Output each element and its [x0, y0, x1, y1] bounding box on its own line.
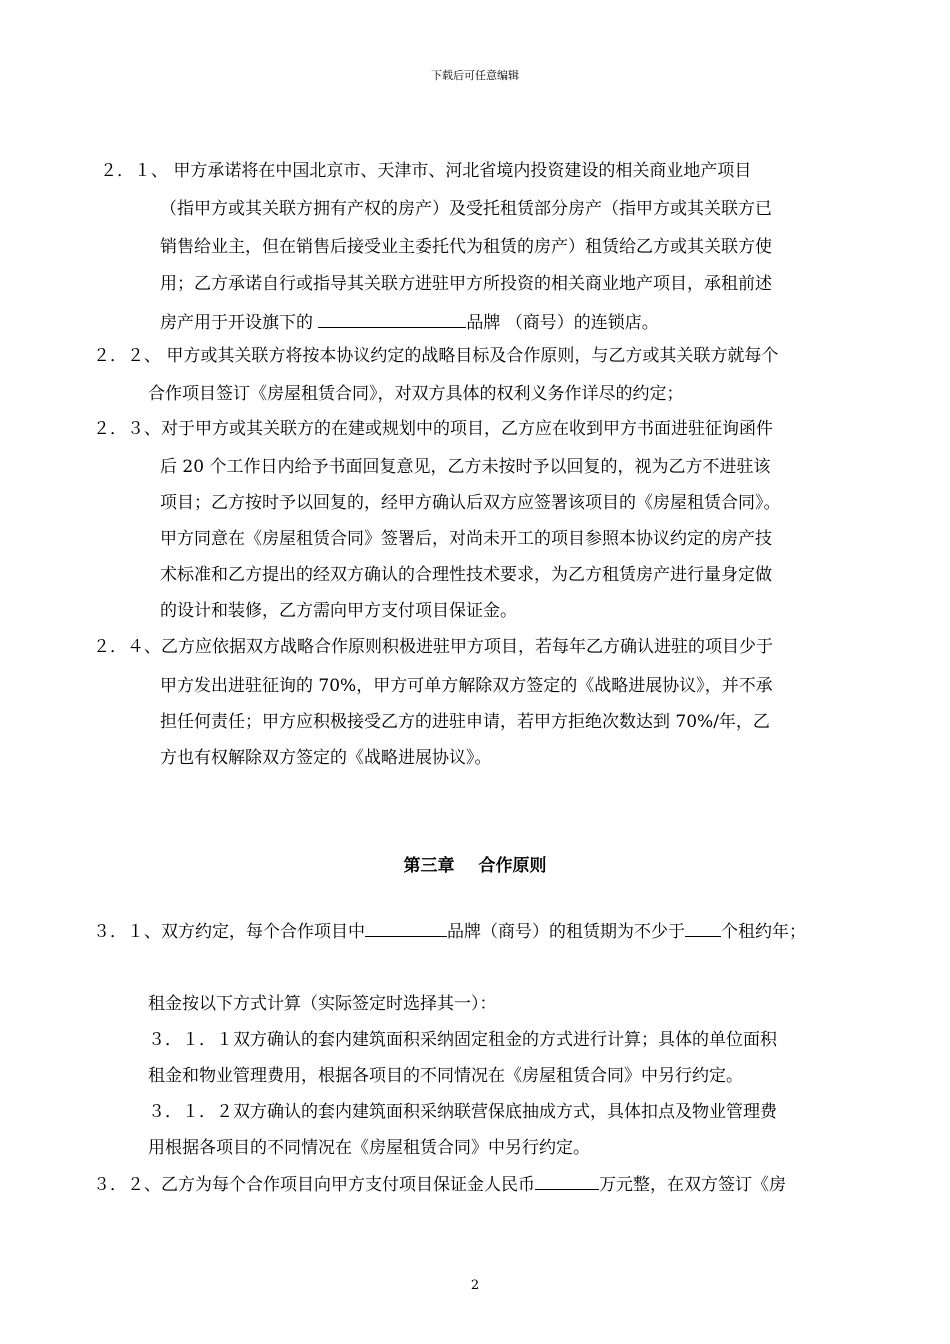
- clause-2-1-line-4: 用；乙方承诺自行或指导其关联方进驻甲方所投资的相关商业地产项目，承租前述: [160, 274, 772, 294]
- lease-years-blank: [685, 920, 721, 937]
- clause-2-1-text-after-blank: 品牌 （商号）的连锁店。: [466, 313, 659, 333]
- clause-2-3-line-5: 术标准和乙方提出的经双方确认的合理性技术要求，为乙方租赁房产进行量身定做: [160, 565, 772, 585]
- clause-2-1-line-5: [160, 311, 659, 334]
- clause-2-1-line-2: （指甲方或其关联方拥有产权的房产）及受托租赁部分房产（指甲方或其关联方已: [160, 199, 772, 219]
- clause-3-1-1-line-1: ３．１．１双方确认的套内建筑面积采纳固定租金的方式进行计算；具体的单位面积: [148, 1030, 777, 1050]
- chapter-number: 第三章: [403, 856, 455, 876]
- clause-3-1-line-1: [93, 920, 806, 943]
- clause-2-3-line-6: 的设计和装修，乙方需向甲方支付项目保证金。: [160, 601, 517, 621]
- clause-3-2-text-b: 万元整，在双方签订《房: [599, 1175, 786, 1195]
- clause-3-1-2-line-1: ３．１．２双方确认的套内建筑面积采纳联营保底抽成方式，具体扣点及物业管理费: [148, 1102, 777, 1122]
- clause-2-2-line-1: ２．２、 甲方或其关联方将按本协议约定的战略目标及合作原则，与乙方或其关联方就每个: [93, 346, 779, 366]
- chapter-title: 合作原则: [478, 856, 547, 876]
- clause-2-1-line-3: 销售给业主，但在销售后接受业主委托代为租赁的房产）租赁给乙方或其关联方使: [160, 237, 772, 257]
- clause-2-1-text-before-blank: 房产用于开设旗下的: [160, 313, 319, 333]
- clause-3-1-text-b: 品牌（商号）的租赁期为不少于: [447, 922, 685, 942]
- clause-2-2-line-2: 合作项目签订《房屋租赁合同》，对双方具体的权利义务作详尽的约定；: [148, 384, 684, 404]
- clause-3-1-text-c: 个租约年；: [721, 922, 806, 942]
- chapter-heading: [0, 851, 950, 876]
- clause-3-1-2-line-2: 用根据各项目的不同情况在《房屋租赁合同》中另行约定。: [148, 1138, 590, 1158]
- page-number: 2: [470, 1278, 480, 1293]
- deposit-amount-blank: [535, 1173, 599, 1190]
- clause-2-3-line-2: 后 20 个工作日内给予书面回复意见，乙方未按时予以回复的，视为乙方不进驻该: [160, 457, 771, 477]
- clause-2-3-line-4: 甲方同意在《房屋租赁合同》签署后，对尚未开工的项目参照本协议约定的房产技: [160, 529, 772, 549]
- clause-2-1-line-1: ２．１、 甲方承诺将在中国北京市、天津市、河北省境内投资建设的相关商业地产项目: [100, 161, 752, 181]
- clause-2-4-line-1: ２．４、乙方应依据双方战略合作原则积极进驻甲方项目，若每年乙方确认进驻的项目少于: [93, 637, 773, 657]
- rent-intro: 租金按以下方式计算（实际签定时选择其一）：: [148, 994, 497, 1014]
- clause-3-1-1-line-2: 租金和物业管理费用，根据各项目的不同情况在《房屋租赁合同》中另行约定。: [148, 1066, 743, 1086]
- clause-2-3-line-1: ２．３、对于甲方或其关联方的在建或规划中的项目，乙方应在收到甲方书面进驻征询函件: [93, 419, 773, 439]
- brand-blank-3-1: [365, 920, 447, 937]
- clause-3-1-text-a: ３．１、双方约定，每个合作项目中: [93, 922, 365, 942]
- clause-3-2-text-a: ３．２、乙方为每个合作项目向甲方支付项目保证金人民币: [93, 1175, 535, 1195]
- clause-2-4-line-2: 甲方发出进驻征询的 70%，甲方可单方解除双方签定的《战略进展协议》，并不承: [160, 676, 773, 696]
- clause-2-3-line-3: 项目；乙方按时予以回复的，经甲方确认后双方应签署该项目的《房屋租赁合同》。: [160, 493, 781, 513]
- clause-2-4-line-4: 方也有权解除双方签定的《战略进展协议》。: [160, 748, 492, 768]
- clause-2-4-line-3: 担任何责任；甲方应积极接受乙方的进驻申请，若甲方拒绝次数达到 70%/年，乙: [160, 712, 770, 732]
- brand-blank: [318, 311, 466, 328]
- clause-3-2-line-1: [93, 1173, 786, 1196]
- page-header: 下载后可任意编辑: [431, 69, 519, 82]
